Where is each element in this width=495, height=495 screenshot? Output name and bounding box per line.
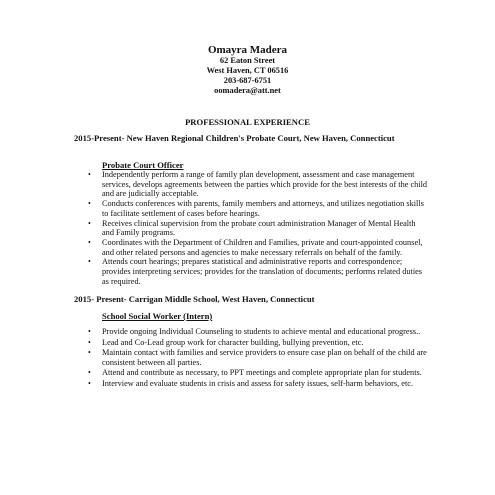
duty-text: Attends court hearings; prepares statistical and administrative reports and correspondence; provides interpreting services; provides for the translation of documents; performs related duties as required. xyxy=(102,257,423,286)
resume-header xyxy=(0,44,495,96)
duty-text: Conducts conferences with parents, family members and attorneys, and utilizes negotiation skills to facilitate settlement of cases before hearings. xyxy=(102,199,424,218)
phone-number: 203-687-6751 xyxy=(223,76,272,85)
street-address: 62 Eaton Street xyxy=(219,56,276,65)
duty-text: Lead and Co-Lead group work for character building, bullying prevention, etc. xyxy=(102,337,364,347)
job-duties-list xyxy=(88,327,428,389)
list-item xyxy=(88,218,428,238)
bullet-icon: • xyxy=(88,257,91,267)
bullet-icon: • xyxy=(88,218,91,228)
duty-text: Maintain contact with families and service providers to ensure case plan on behalf of the child are consistent between all parties. xyxy=(102,348,427,367)
duty-text: Coordinates with the Department of Children and Families, private and court-appointed counsel, and other related persons and agencies to make necessary referrals on behalf of the family. xyxy=(102,237,423,257)
bullet-icon: • xyxy=(88,337,91,347)
bullet-icon: • xyxy=(88,237,91,247)
bullet-icon: • xyxy=(88,368,91,378)
applicant-name: Omayra Madera xyxy=(207,44,288,56)
list-item xyxy=(88,257,428,286)
list-item xyxy=(88,348,428,367)
list-item xyxy=(88,327,428,337)
job-heading: 2015-Present- New Haven Regional Children's Probate Court, New Haven, Connecticut xyxy=(74,133,395,143)
job-role: School Social Worker (Intern) xyxy=(102,311,213,321)
job-role: Probate Court Officer xyxy=(102,160,184,170)
job-heading: 2015- Present- Carrigan Middle School, West Haven, Connecticut xyxy=(74,294,315,304)
list-item xyxy=(88,368,428,378)
bullet-icon: • xyxy=(88,378,91,388)
list-item xyxy=(88,378,428,389)
list-item xyxy=(88,170,428,199)
bullet-icon: • xyxy=(88,327,91,336)
duty-text: Provide ongoing Individual Counseling to students to achieve mental and educational progress.. xyxy=(102,327,421,336)
list-item xyxy=(88,237,428,257)
list-item xyxy=(88,199,428,218)
job-duties-list xyxy=(88,170,428,286)
bullet-icon: • xyxy=(88,348,91,357)
duty-text: Interview and evaluate students in crisis and assess for safety issues, self-harm behaviors, etc. xyxy=(102,378,414,388)
bullet-icon: • xyxy=(88,199,91,209)
email-address: oomadera@att.net xyxy=(214,86,281,95)
city-state-zip: West Haven, CT 06516 xyxy=(206,66,289,75)
section-title: PROFESSIONAL EXPERIENCE xyxy=(185,117,310,127)
bullet-icon: • xyxy=(88,170,91,179)
duty-text: Receives clinical supervision from the probate court administration Manager of Mental Health and Family programs. xyxy=(102,218,416,238)
list-item xyxy=(88,337,428,348)
duty-text: Independently perform a range of family plan development, assessment and case management services, develops agreements between the parties which provide for the best interests of the child and are judicially acceptable. xyxy=(102,170,428,199)
duty-text: Attend and contribute as necessary, to PPT meetings and complete appropriate plan for students. xyxy=(102,368,422,378)
